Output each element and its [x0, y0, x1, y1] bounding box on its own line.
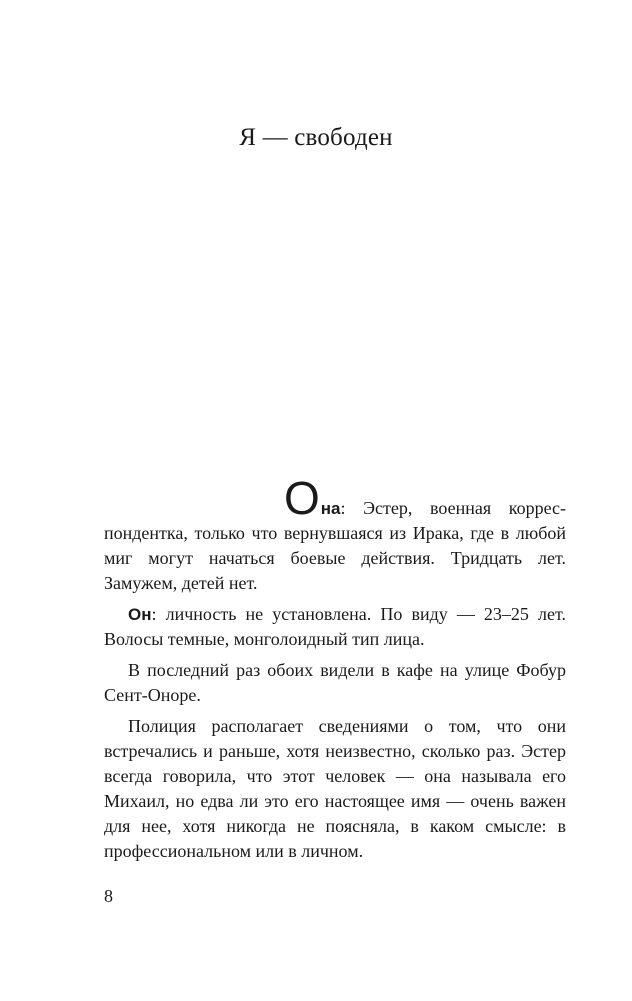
paragraph-1-lead-word: на [320, 499, 341, 518]
paragraph-1-text: пондентка, только что вернувшаяся из Ирака, где в любой миг могут начаться боевые действия. Тридцать лет. Замужем, детей нет. [104, 523, 566, 593]
paragraph-3-text: В последний раз обоих видели в кафе на улице Фобур Сент-Оноре. [104, 660, 566, 705]
paragraph-4 [104, 714, 566, 864]
paragraph-1-first-line [104, 472, 566, 524]
chapter-title: Я — свободен [239, 124, 393, 151]
paragraph-2 [104, 602, 566, 652]
drop-cap: О [284, 472, 320, 524]
paragraph-2-lead-word: Он [128, 605, 152, 624]
page-number: 8 [104, 886, 113, 906]
paragraph-1 [104, 472, 566, 596]
paragraph-2-text: : личность не установлена. По виду — 23–25 лет. Волосы темные, монголоидный тип лица. [104, 604, 566, 649]
paragraph-4-text: Полиция располагает сведениями о том, что они встречались и раньше, хотя неизвестно, сколько раз. Эстер всегда говорила, что этот человек — она называла его Михаил, но едва ли это его настоящее имя — очень важен для нее, хотя никогда не поясняла, в каком смысле: в профессиональном или в личном. [104, 716, 566, 861]
paragraph-1-first-line-text: : Эстер, военная коррес- [340, 498, 566, 518]
paragraph-3 [104, 658, 566, 708]
body-text [104, 462, 566, 864]
